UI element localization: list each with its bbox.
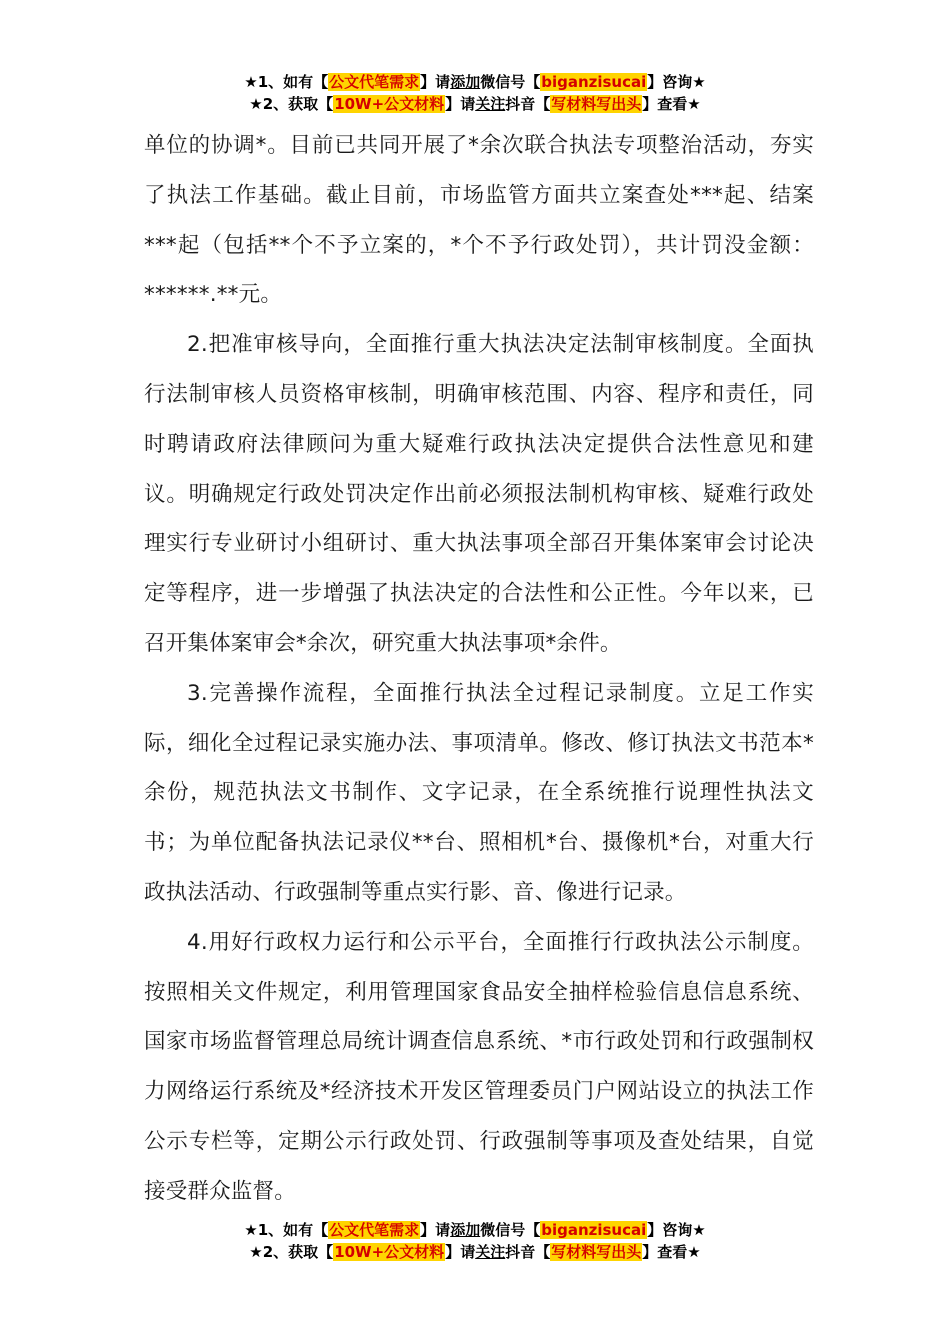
- highlight-douyin-account: 写材料写出头: [551, 95, 642, 113]
- highlight-wechat-id: biganzisucai: [541, 73, 647, 91]
- highlight-service: 公文代笔需求: [329, 73, 420, 91]
- paragraph-item-4: 4.用好行政权力运行和公示平台，全面推行行政执法公示制度。按照相关文件规定，利用管理国家食品安全抽样检验信息信息系统、国家市场监督管理总局统计调查信息系统、*市行政处罚和行政强制权力网络运行系统及*经济技术开发区管理委员门户网站设立的执法工作公示专栏等，定期公示行政处罚、行政强制等事项及查处结果，自觉接受群众监督。: [144, 929, 814, 1204]
- footer-banner: [0, 1219, 950, 1263]
- highlight-wechat-id: biganzisucai: [541, 1221, 647, 1239]
- banner-line-2: ★2、获取【10W+公文材料】请关注抖音【写材料写出头】查看★: [249, 95, 701, 113]
- banner-line-2: ★2、获取【10W+公文材料】请关注抖音【写材料写出头】查看★: [249, 1243, 701, 1261]
- header-banner: [0, 71, 950, 115]
- document-body: [144, 121, 814, 1217]
- banner-line-1: ★1、如有【公文代笔需求】请添加微信号【biganzisucai】咨询★: [244, 73, 706, 91]
- paragraph-item-2: 2.把准审核导向，全面推行重大执法决定法制审核制度。全面执行法制审核人员资格审核制，明确审核范围、内容、程序和责任，同时聘请政府法律顾问为重大疑难行政执法决定提供合法性意见和建议。明确规定行政处罚决定作出前必须报法制机构审核、疑难行政处理实行专业研讨小组研讨、重大执法事项全部召开集体案审会讨论决定等程序，进一步增强了执法决定的合法性和公正性。今年以来，已召开集体案审会*余次，研究重大执法事项*余件。: [144, 332, 814, 656]
- highlight-materials: 10W+公文材料: [334, 95, 445, 113]
- highlight-materials: 10W+公文材料: [334, 1243, 445, 1261]
- banner-line-1: ★1、如有【公文代笔需求】请添加微信号【biganzisucai】咨询★: [244, 1221, 706, 1239]
- highlight-service: 公文代笔需求: [329, 1221, 420, 1239]
- paragraph-continuation: 单位的协调*。目前已共同开展了*余次联合执法专项整治活动，夯实了执法工作基础。截止目前，市场监管方面共立案查处***起、结案***起（包括**个不予立案的，*个不予行政处罚），共计罚没金额：******.**元。: [144, 133, 814, 308]
- highlight-douyin-account: 写材料写出头: [551, 1243, 642, 1261]
- paragraph-item-3: 3.完善操作流程，全面推行执法全过程记录制度。立足工作实际，细化全过程记录实施办法、事项清单。修改、修订执法文书范本*余份，规范执法文书制作、文字记录，在全系统推行说理性执法文书；为单位配备执法记录仪**台、照相机*台、摄像机*台，对重大行政执法活动、行政强制等重点实行影、音、像进行记录。: [144, 680, 814, 905]
